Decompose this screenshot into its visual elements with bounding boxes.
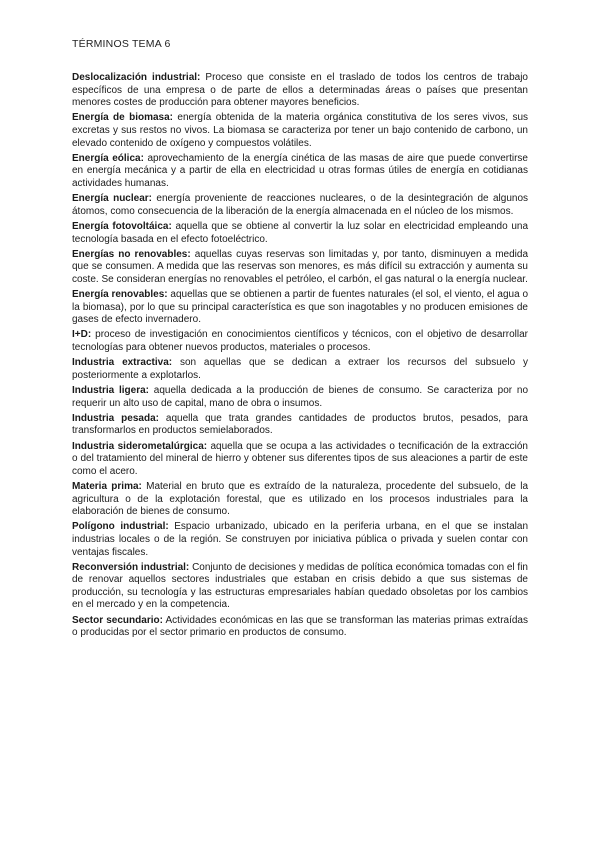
term-name: Industria pesada: — [72, 412, 159, 424]
term-definition: aquellas que se obtienen a partir de fuentes naturales (el sol, el viento, el agua o la biomasa), por lo que su principal característica es que son inagotables y no producen emisiones de gases de efecto invernadero. — [72, 289, 529, 326]
glossary-entry — [72, 413, 528, 438]
term-name: Industria siderometalúrgica: — [72, 440, 208, 452]
term-definition: son aquellas que se dedican a extraer los recursos del subsuelo y posteriormente a explotarlos. — [72, 357, 528, 381]
term-name: Polígono industrial: — [72, 521, 169, 533]
glossary-entry — [72, 249, 528, 287]
glossary-entry — [72, 329, 528, 354]
term-definition: aquella que se obtiene al convertir la luz solar en electricidad empleando una tecnología basada en el efecto fotoeléctrico. — [72, 220, 529, 245]
term-name: Reconversión industrial: — [72, 561, 190, 573]
term-name: Energía de biomasa: — [72, 112, 174, 124]
term-name: Energía fotovoltáica: — [72, 220, 172, 232]
term-definition: Proceso que consiste en el traslado de todos los centros de trabajo específicos de una empresa o de parte de ellos a determinadas áreas o países que presentan menores costes de producción para obtener mayores beneficios. — [72, 72, 528, 109]
term-definition: aquella que trata grandes cantidades de productos brutos, pesados, para transformarlos en productos semielaborados. — [72, 412, 528, 437]
glossary-entry — [72, 112, 528, 150]
glossary-entry — [72, 562, 528, 612]
term-definition: proceso de investigación en conocimientos científicos y técnicos, con el objetivo de desarrollar tecnologías para obtener nuevos productos, materiales o procesos. — [72, 329, 529, 354]
glossary-entry — [72, 153, 528, 191]
term-name: Energía eólica: — [72, 152, 144, 164]
term-definition: aquella dedicada a la producción de bienes de consumo. Se caracteriza por no requerir un alto uso de capital, mano de obra o insumos. — [72, 385, 528, 409]
term-definition: energía obtenida de la materia orgánica constitutiva de los seres vivos, sus excretas y sus restos no vivos. La biomasa se caracteriza por tener un bajo contenido de carbono, un elevado contenido de oxígeno y compuestos volátiles. — [72, 112, 528, 149]
term-definition: Material en bruto que es extraído de la naturaleza, procedente del subsuelo, de la agricultura o de la explotación forestal, que es utilizado en los procesos industriales para la elaboración de bienes de consumo. — [72, 480, 529, 518]
document-title: TÉRMINOS TEMA 6 — [72, 38, 171, 50]
term-definition: energía proveniente de reacciones nucleares, o de la desintegración de algunos átomos, como consecuencia de la liberación de la energía almacenada en el núcleo de los mismos. — [72, 193, 529, 217]
term-name: Deslocalización industrial: — [72, 72, 201, 83]
glossary-entry — [72, 221, 528, 246]
term-name: Industria ligera: — [72, 385, 150, 396]
glossary-entry — [72, 72, 528, 110]
glossary-entry — [72, 441, 528, 479]
glossary-entry — [72, 481, 528, 519]
term-name: I+D: — [72, 329, 92, 341]
term-name: Energía nuclear: — [72, 193, 152, 205]
term-name: Materia prima: — [72, 480, 142, 492]
term-name: Energías no renovables: — [72, 248, 191, 260]
term-definition: Actividades económicas en las que se transforman las materias primas extraídas o producidas por el sector primario en productos de consumo. — [72, 614, 528, 639]
glossary-entry — [72, 521, 528, 559]
glossary-entry — [72, 289, 528, 327]
term-definition: Conjunto de decisiones y medidas de política económica tomadas con el fin de renovar aquellos sectores industriales que estaban en crisis debido a que sus sistemas de producción, su tecnología y las estructuras empresariales habían quedado obsoletas por los cambios en el mercado y en la competencia. — [72, 561, 528, 611]
term-name: Energía renovables: — [72, 289, 168, 301]
term-definition: aprovechamiento de la energía cinética de las masas de aire que puede convertirse en energía mecánica y a partir de ella en electricidad u otras formas útiles de energía en cotidianas actividades humanas. — [72, 152, 528, 189]
glossary-list — [72, 72, 528, 642]
term-name: Sector secundario: — [72, 614, 163, 626]
glossary-entry — [72, 615, 528, 640]
glossary-entry — [72, 193, 528, 218]
term-name: Industria extractiva: — [72, 357, 173, 369]
term-definition: aquellas cuyas reservas son limitadas y, por tanto, disminuyen a medida que se consumen. A medida que las reservas son menores, es más difícil su extracción y aumenta su coste. Se consideran energías no renovables el petróleo, el carbón, el gas natural o la energía nuclear. — [72, 248, 529, 285]
glossary-entry — [72, 385, 528, 410]
term-definition: Espacio urbanizado, ubicado en la periferia urbana, en el que se instalan industrias locales o de la región. Se construyen por iniciativa pública o privada y suelen contar con ventajas fiscales. — [72, 521, 529, 558]
term-definition: aquella que se ocupa a las actividades o tecnificación de la extracción o del tratamiento del mineral de hierro y obtener sus diferentes tipos de sus aleaciones a partir de este como el acero. — [72, 440, 528, 477]
glossary-entry — [72, 357, 528, 382]
